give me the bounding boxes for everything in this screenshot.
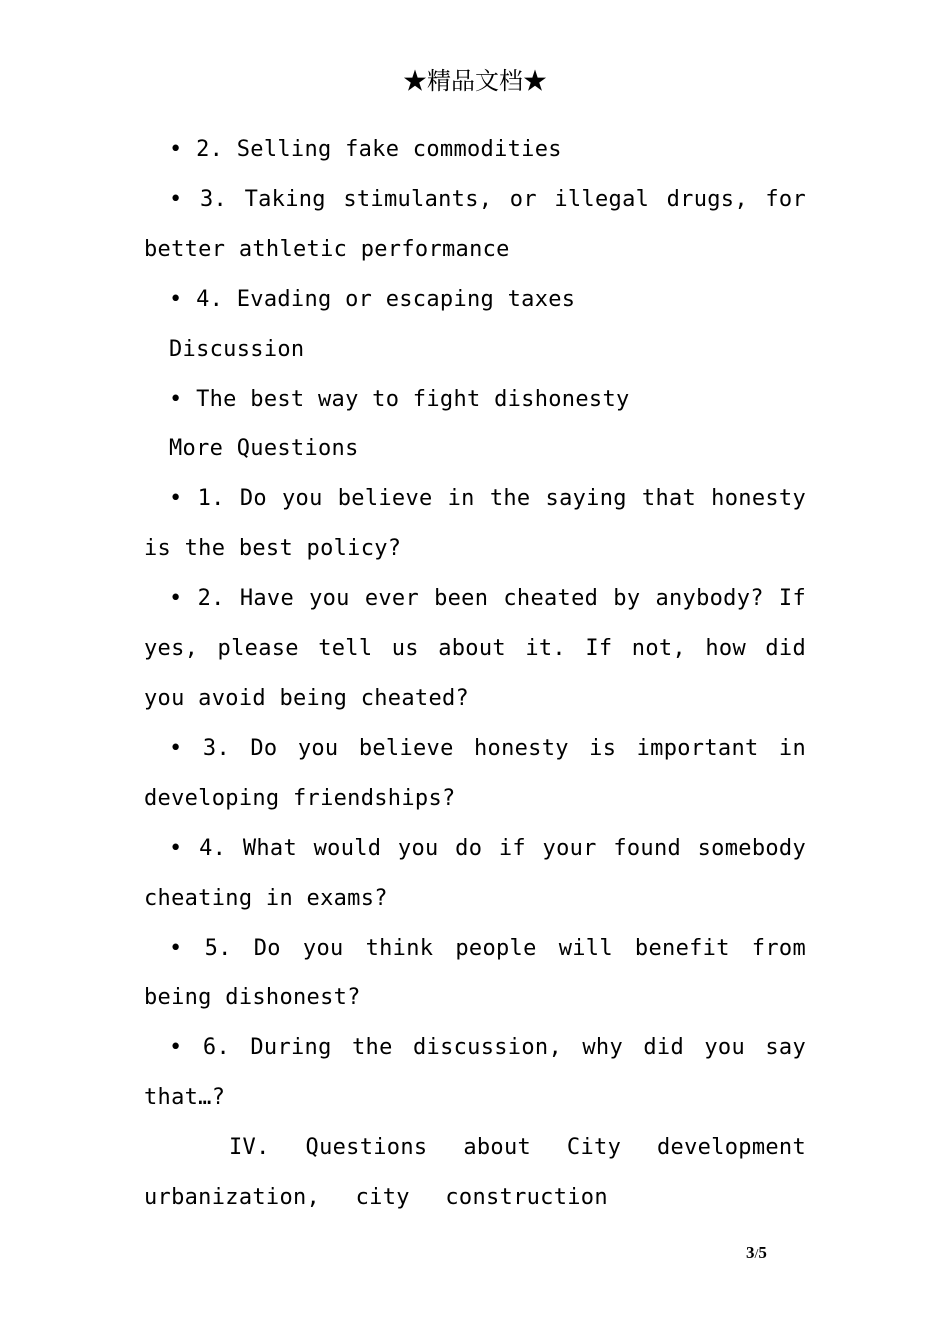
page-number-current: 3	[746, 1243, 755, 1262]
list-item: • The best way to fight dishonesty	[169, 386, 630, 412]
page-number	[746, 1243, 767, 1263]
list-item: • 4. What would you do if your found somebody cheating in exams?	[144, 835, 806, 911]
list-item: • 1. Do you believe in the saying that honesty is the best policy?	[144, 486, 806, 562]
list-item: • 2. Have you ever been cheated by anybody? If yes, please tell us about it. If not, how did you avoid being cheated?	[144, 586, 806, 711]
list-item: • 5. Do you think people will benefit from being dishonest?	[144, 935, 806, 1011]
section-heading-city-development: IV. Questions about City development urbanization, city construction	[144, 1135, 806, 1211]
list-item: • 2. Selling fake commodities	[169, 137, 562, 162]
document-body	[144, 125, 806, 1223]
list-item: • 3. Do you believe honesty is important in developing friendships?	[144, 735, 806, 811]
section-heading-discussion: Discussion	[169, 336, 305, 362]
page-number-total: 5	[758, 1243, 767, 1262]
list-item: • 4. Evading or escaping taxes	[169, 286, 576, 312]
page-header-title: ★精品文档★	[403, 67, 547, 95]
page-number-separator: /	[754, 1247, 759, 1262]
list-item: • 3. Taking stimulants, or illegal drugs, for better athletic performance	[144, 186, 806, 262]
section-heading-more-questions: More Questions	[169, 436, 359, 462]
list-item: • 6. During the discussion, why did you say that…?	[144, 1035, 806, 1111]
